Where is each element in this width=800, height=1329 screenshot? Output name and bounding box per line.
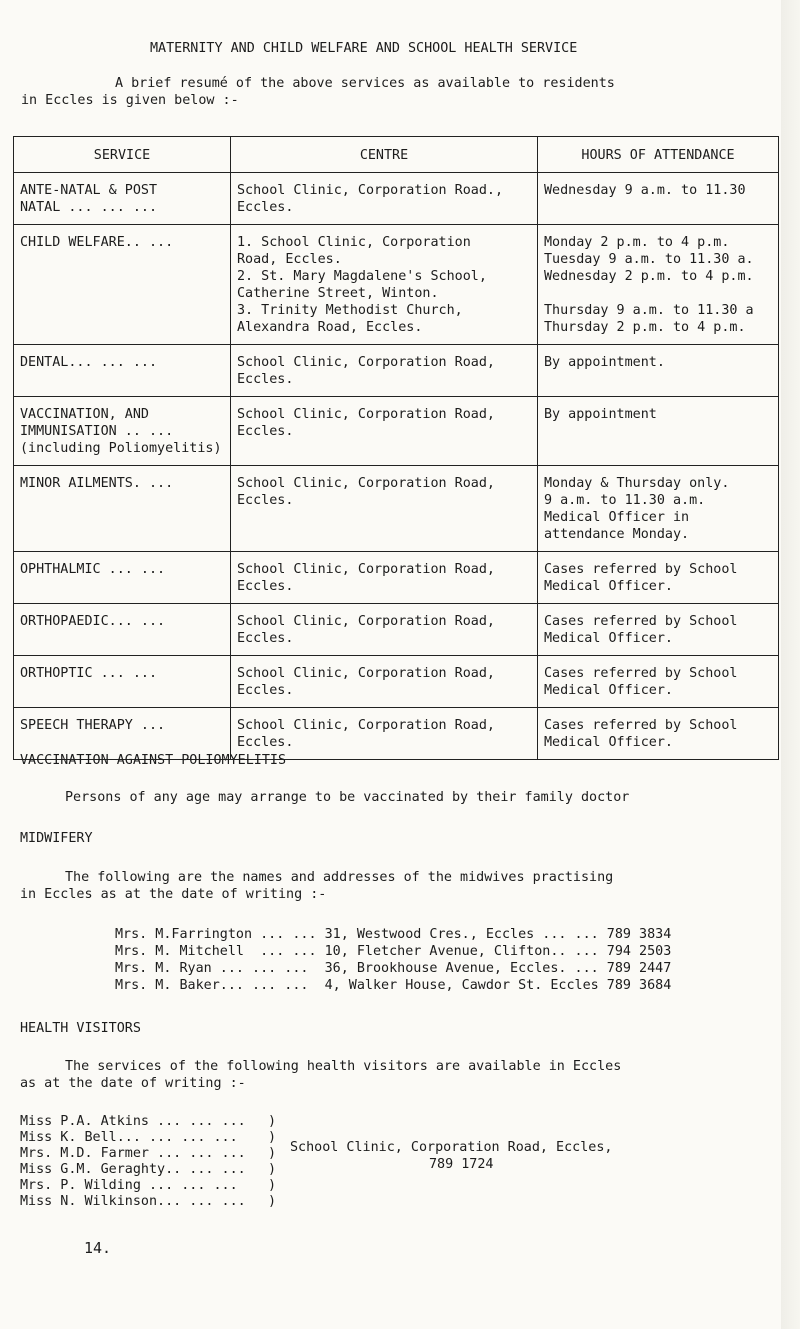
cell-hours: Monday & Thursday only. 9 a.m. to 11.30 a.m. Medical Officer in attendance Monday. — [538, 466, 779, 552]
midwifery-intro-line: The following are the names and addresses of the midwives practising — [65, 870, 614, 885]
table-row — [14, 604, 779, 656]
health-visitor-name: Miss N. Wilkinson... ... ... — [20, 1194, 246, 1209]
cell-hours: Cases referred by School Medical Officer. — [538, 552, 779, 604]
services-table — [13, 136, 779, 760]
cell-hours: Cases referred by School Medical Officer. — [538, 708, 779, 760]
cell-hours: Wednesday 9 a.m. to 11.30 — [538, 173, 779, 225]
cell-centre: School Clinic, Corporation Road, Eccles. — [231, 656, 538, 708]
cell-service: SPEECH THERAPY ... — [14, 708, 231, 760]
cell-centre: School Clinic, Corporation Road, Eccles. — [231, 345, 538, 397]
midwife-entry: Mrs. M. Baker... ... ... 4, Walker House, Cawdor St. Eccles 789 3684 — [115, 978, 672, 993]
intro-line: in Eccles is given below :- — [21, 93, 239, 108]
health-visitor-address-line: 789 1724 — [429, 1157, 494, 1172]
health-visitor-address-line: School Clinic, Corporation Road, Eccles, — [290, 1140, 613, 1155]
health-visitor-name: Miss K. Bell... ... ... ... — [20, 1130, 238, 1145]
header-centre: CENTRE — [231, 137, 538, 173]
midwife-entry: Mrs. M. Ryan ... ... ... 36, Brookhouse Avenue, Eccles. ... 789 2447 — [115, 961, 672, 976]
health-visitor-name: Mrs. M.D. Farmer ... ... ... — [20, 1146, 246, 1161]
cell-hours: By appointment. — [538, 345, 779, 397]
cell-centre: 1. School Clinic, Corporation Road, Eccles. 2. St. Mary Magdalene's School, Catherine Street, Winton. 3. Trinity Methodist Church, Alexandra Road, Eccles. — [231, 225, 538, 345]
cell-centre: School Clinic, Corporation Road., Eccles. — [231, 173, 538, 225]
table-row — [14, 466, 779, 552]
page-title: MATERNITY AND CHILD WELFARE AND SCHOOL HEALTH SERVICE — [150, 41, 578, 56]
table-row — [14, 173, 779, 225]
midwife-entry: Mrs. M. Mitchell ... ... 10, Fletcher Avenue, Clifton.. ... 794 2503 — [115, 944, 672, 959]
header-service: SERVICE — [14, 137, 231, 173]
bracket: ) ) ) ) ) ) — [268, 1114, 277, 1209]
intro-line: A brief resumé of the above services as available to residents — [115, 76, 615, 91]
header-hours: HOURS OF ATTENDANCE — [538, 137, 779, 173]
health-visitor-list — [20, 1114, 246, 1210]
cell-service: MINOR AILMENTS. ... — [14, 466, 231, 552]
table-row — [14, 397, 779, 466]
polio-text: Persons of any age may arrange to be vaccinated by their family doctor — [65, 790, 630, 805]
intro-text — [21, 75, 615, 109]
table-header-row — [14, 137, 779, 173]
cell-service: VACCINATION, AND IMMUNISATION .. ... (including Poliomyelitis) — [14, 397, 231, 466]
midwifery-intro-line: in Eccles as at the date of writing :- — [20, 887, 327, 902]
cell-service: ORTHOPTIC ... ... — [14, 656, 231, 708]
cell-hours: By appointment — [538, 397, 779, 466]
health-visitor-name: Miss G.M. Geraghty.. ... ... — [20, 1162, 246, 1177]
cell-service: ANTE-NATAL & POST NATAL ... ... ... — [14, 173, 231, 225]
table-row — [14, 552, 779, 604]
cell-centre: School Clinic, Corporation Road, Eccles. — [231, 604, 538, 656]
cell-centre: School Clinic, Corporation Road, Eccles. — [231, 466, 538, 552]
health-visitors-heading: HEALTH VISITORS — [20, 1021, 141, 1036]
cell-hours: Monday 2 p.m. to 4 p.m. Tuesday 9 a.m. to 11.30 a. Wednesday 2 p.m. to 4 p.m. Thursday 9 a.m. to 11.30 a Thursday 2 p.m. to 4 p.m. — [538, 225, 779, 345]
adjacent-page-edge — [781, 0, 800, 1329]
health-visitor-name: Mrs. P. Wilding ... ... ... — [20, 1178, 238, 1193]
cell-hours: Cases referred by School Medical Officer. — [538, 604, 779, 656]
cell-service: ORTHOPAEDIC... ... — [14, 604, 231, 656]
cell-service: CHILD WELFARE.. ... — [14, 225, 231, 345]
midwife-entry: Mrs. M.Farrington ... ... 31, Westwood Cres., Eccles ... ... 789 3834 — [115, 927, 672, 942]
table-row — [14, 345, 779, 397]
cell-centre: School Clinic, Corporation Road, Eccles. — [231, 397, 538, 466]
cell-centre: School Clinic, Corporation Road, Eccles. — [231, 552, 538, 604]
health-visitor-name: Miss P.A. Atkins ... ... ... — [20, 1114, 246, 1129]
polio-heading: VACCINATION AGAINST POLIOMYELITIS — [20, 753, 287, 768]
health-visitors-intro-line: The services of the following health visitors are available in Eccles — [65, 1059, 622, 1074]
cell-centre: School Clinic, Corporation Road, Eccles. — [231, 708, 538, 760]
cell-service: OPHTHALMIC ... ... — [14, 552, 231, 604]
midwifery-heading: MIDWIFERY — [20, 831, 93, 846]
table-row — [14, 656, 779, 708]
cell-service: DENTAL... ... ... — [14, 345, 231, 397]
page-number: 14. — [84, 1239, 112, 1257]
cell-hours: Cases referred by School Medical Officer. — [538, 656, 779, 708]
health-visitors-intro-line: as at the date of writing :- — [20, 1076, 246, 1091]
table-row — [14, 225, 779, 345]
